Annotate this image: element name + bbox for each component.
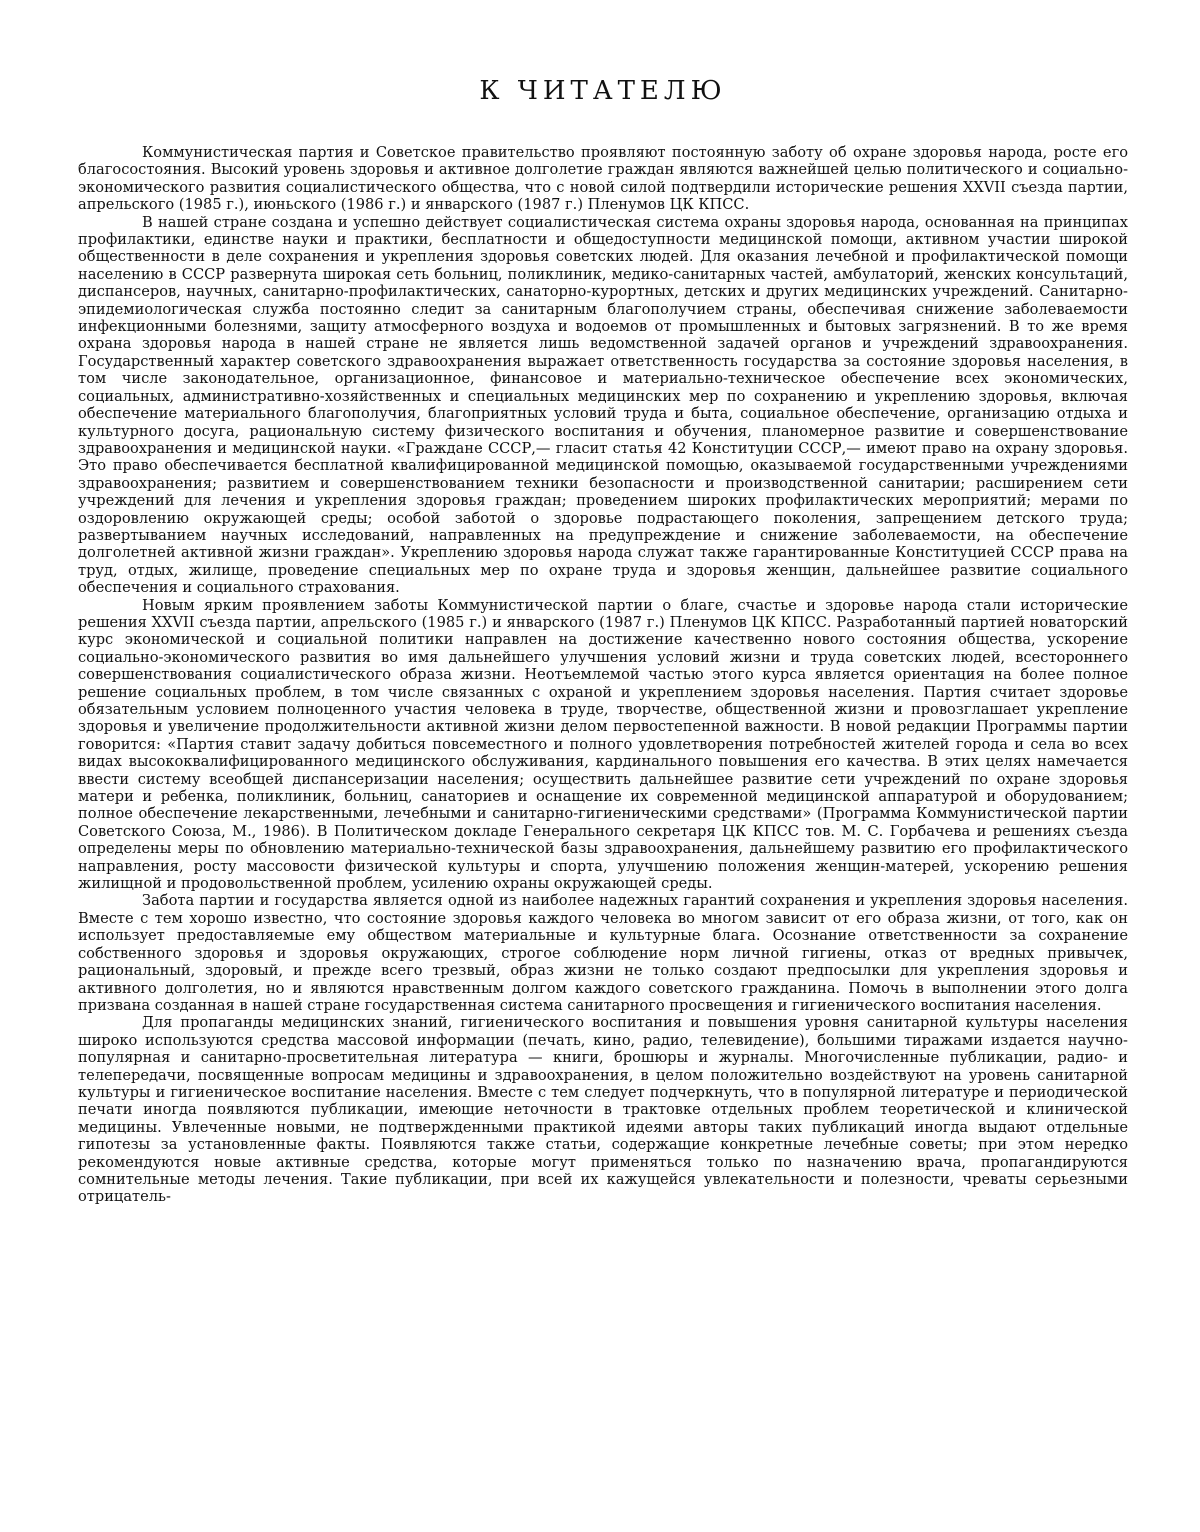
document-page [78,0,1128,1532]
paragraph-4: Забота партии и государства является одной из наиболее надежных гарантий сохранения и укрепления здоровья населения. Вместе с тем хорошо известно, что состояние здоровья каждого человека во многом зависит от его образа жизни, от того, как он использует предоставляемые ему обществом материальные и культурные блага. Осознание ответственности за сохранение собственного здоровья и здоровья окружающих, строгое соблюдение норм личной гигиены, отказ от вредных привычек, рациональный, здоровый, и прежде всего трезвый, образ жизни не только создают предпосылки для укрепления здоровья и активного долголетия, но и являются нравственным долгом каждого советского гражданина. Помочь в выполнении этого долга призвана созданная в нашей стране государственная система санитарного просвещения и гигиенического воспитания населения. [78,892,1128,1014]
paragraph-2: В нашей стране создана и успешно действует социалистическая система охраны здоровья народа, основанная на принципах профилактики, единстве науки и практики, бесплатности и общедоступности медицинской помощи, активном участии широкой общественности в деле сохранения и укрепления здоровья советских людей. Для оказания лечебной и профилактической помощи населению в СССР развернута широкая сеть больниц, поликлиник, медико-санитарных частей, амбулаторий, женских консультаций, диспансеров, научных, санитарно-профилактических, санаторно-курортных, детских и других медицинских учреждений. Санитарно-эпидемиологическая служба постоянно следит за санитарным благополучием страны, обеспечивая снижение заболеваемости инфекционными болезнями, защиту атмосферного воздуха и водоемов от промышленных и бытовых загрязнений. В то же время охрана здоровья народа в нашей стране не является лишь ведомственной задачей органов и учреждений здравоохранения. Государственный характер советского здравоохранения выражает ответственность государства за состояние здоровья населения, в том числе законодательное, организационное, финансовое и материально-техническое обеспечение всех экономических, социальных, административно-хозяйственных и специальных медицинских мер по сохранению и укреплению здоровья, включая обеспечение материального благополучия, благоприятных условий труда и быта, социальное обеспечение, организацию отдыха и культурного досуга, рациональную систему физического воспитания и обучения, планомерное развитие и совершенствование здравоохранения и медицинской науки. «Граждане СССР,— гласит статья 42 Конституции СССР,— имеют право на охрану здоровья. Это право обеспечивается бесплатной квалифицированной медицинской помощью, оказываемой государственными учреждениями здравоохранения; развитием и совершенствованием техники безопасности и производственной санитарии; расширением сети учреждений для лечения и укрепления здоровья граждан; проведением широких профилактических мероприятий; мерами по оздоровлению окружающей среды; особой заботой о здоровье подрастающего поколения, запрещением детского труда; развертыванием научных исследований, направленных на предупреждение и снижение заболеваемости, на обеспечение долголетней активной жизни граждан». Укреплению здоровья народа служат также гарантированные Конституцией СССР права на труд, отдых, жилище, проведение специальных мер по охране труда и здоровья женщин, дальнейшее развитие социального обеспечения и социального страхования. [78,213,1128,597]
page-title: К ЧИТАТЕЛЮ [479,76,727,106]
paragraph-1: Коммунистическая партия и Советское правительство проявляют постоянную заботу об охране здоровья народа, росте его благосостояния. Высокий уровень здоровья и активное долголетие граждан являются важнейшей целью политического и социально-экономического развития социалистического общества, что с новой силой подтвердили исторические решения XXVII съезда партии, апрельского (1985 г.), июньского (1986 г.) и январского (1987 г.) Пленумов ЦК КПСС. [78,144,1128,214]
paragraph-3: Новым ярким проявлением заботы Коммунистической партии о благе, счастье и здоровье народа стали исторические решения XXVII съезда партии, апрельского (1985 г.) и январского (1987 г.) Пленумов ЦК КПСС. Разработанный партией новаторский курс экономической и социальной политики направлен на достижение качественно нового состояния общества, ускорение социально-экономического развития во имя дальнейшего улучшения условий жизни и труда советских людей, всестороннего совершенствования социалистического образа жизни. Неотъемлемой частью этого курса является ориентация на более полное решение социальных проблем, в том числе связанных с охраной и укреплением здоровья населения. Партия считает здоровье обязательным условием полноценного участия человека в труде, творчестве, общественной жизни и провозглашает укрепление здоровья и увеличение продолжительности активной жизни делом первостепенной важности. В новой редакции Программы партии говорится: «Партия ставит задачу добиться повсеместного и полного удовлетворения потребностей жителей города и села во всех видах высококвалифицированного медицинского обслуживания, кардинального повышения его качества. В этих целях намечается ввести систему всеобщей диспансеризации населения; осуществить дальнейшее развитие сети учреждений по охране здоровья матери и ребенка, поликлиник, больниц, санаториев и оснащение их современной медицинской аппаратурой и оборудованием; полное обеспечение лекарственными, лечебными и санитарно-гигиеническими средствами» (Программа Коммунистической партии Советского Союза, М., 1986). В Политическом докладе Генерального секретаря ЦК КПСС тов. М. С. Горбачева и решениях съезда определены меры по обновлению материально-технической базы здравоохранения, дальнейшему развитию его профилактического направления, росту массовости физической культуры и спорта, улучшению положения женщин-матерей, ускорению решения жилищной и продовольственной проблем, усилению охраны окружающей среды. [78,596,1128,893]
paragraph-5: Для пропаганды медицинских знаний, гигиенического воспитания и повышения уровня санитарной культуры населения широко используются средства массовой информации (печать, кино, радио, телевидение), большими тиражами издается научно-популярная и санитарно-просветительная литература — книги, брошюры и журналы. Многочисленные публикации, радио- и телепередачи, посвященные вопросам медицины и здравоохранения, в целом положительно воздействуют на уровень санитарной культуры и гигиеническое воспитание населения. Вместе с тем следует подчеркнуть, что в популярной литературе и периодической печати иногда появляются публикации, имеющие неточности в трактовке отдельных проблем теоретической и клинической медицины. Увлеченные новыми, не подтвержденными практикой идеями авторы таких публикаций иногда выдают отдельные гипотезы за установленные факты. Появляются также статьи, содержащие конкретные лечебные советы; при этом нередко рекомендуются новые активные средства, которые могут применяться только по назначению врача, пропагандируются сомнительные методы лечения. Такие публикации, при всей их кажущейся увлекательности и полезности, чреваты серьезными отрицатель- [78,1014,1128,1206]
body-text [78,144,1128,1206]
